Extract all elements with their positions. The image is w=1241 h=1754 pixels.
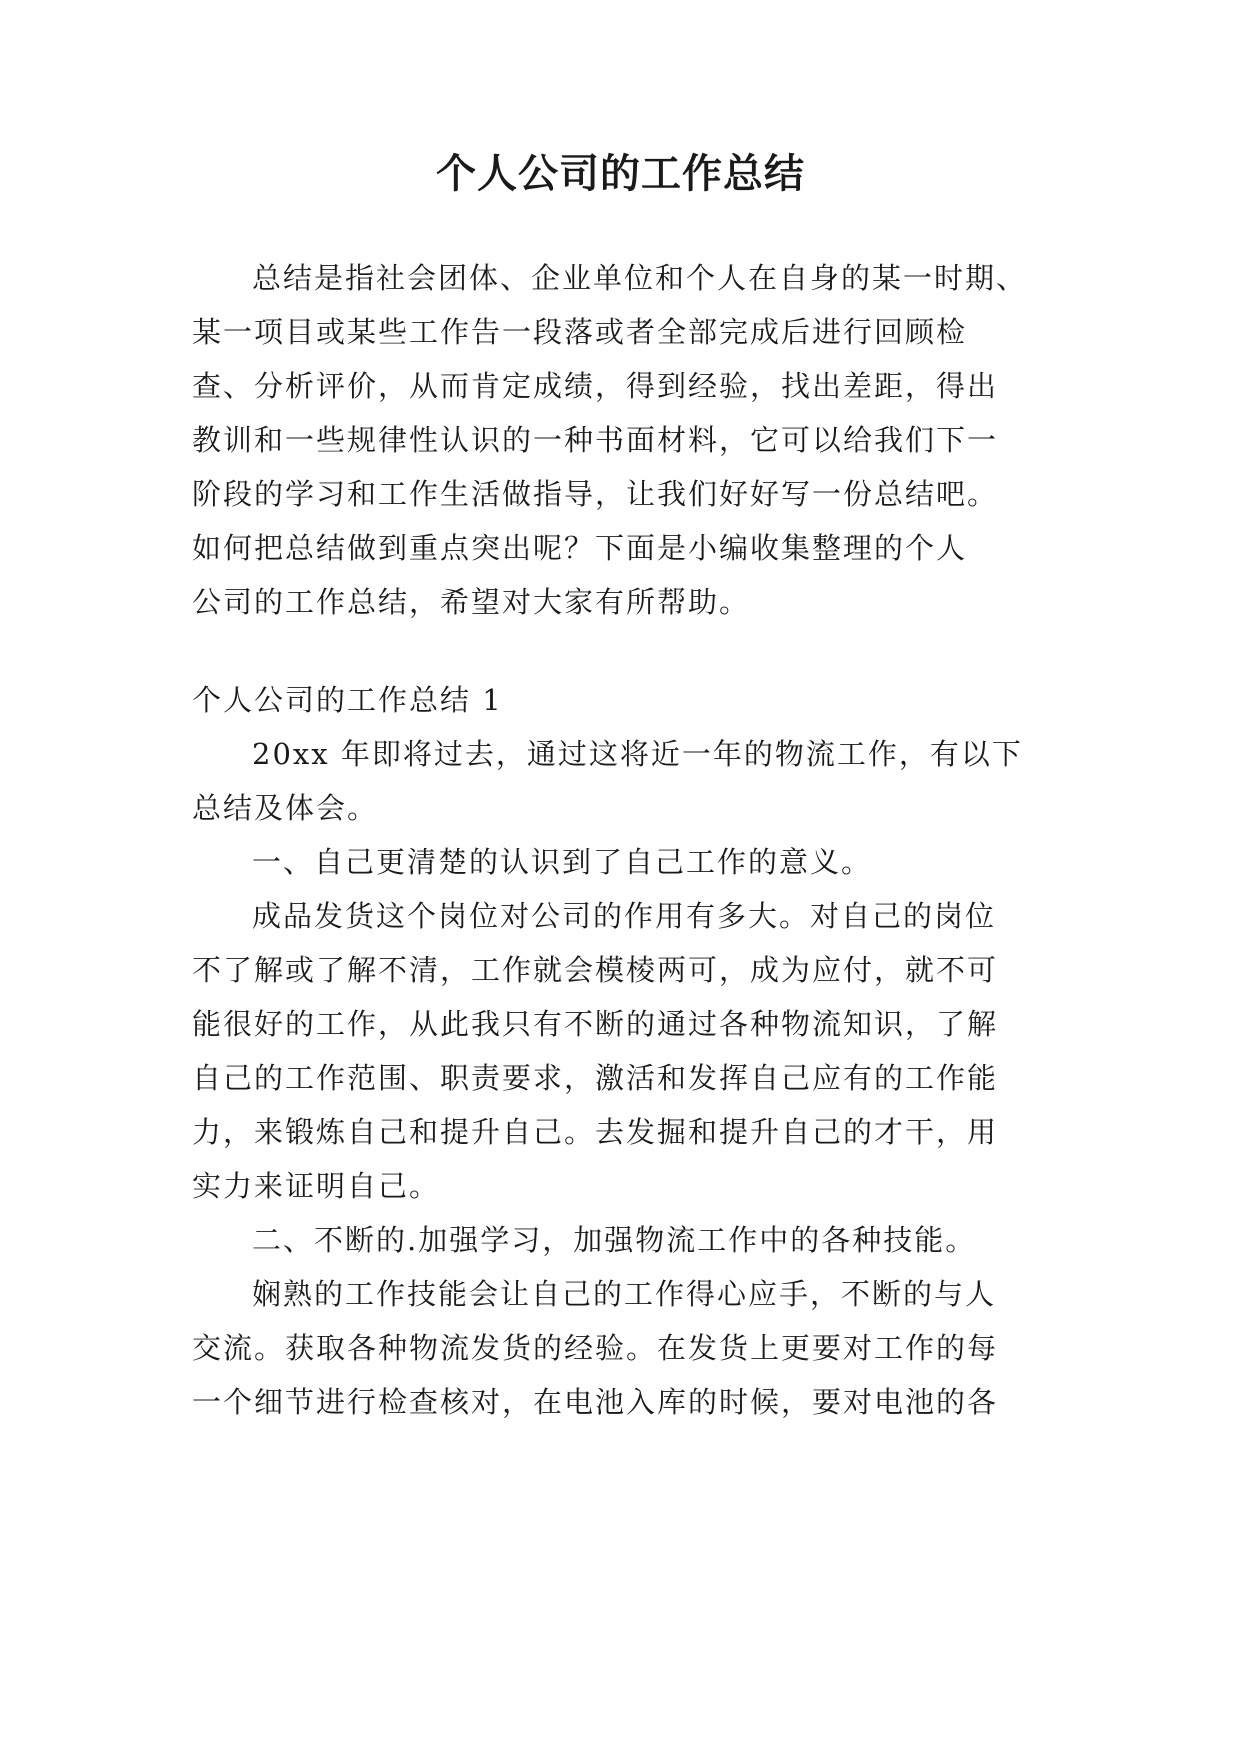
intro-line: 公司的工作总结，希望对大家有所帮助。 — [192, 585, 751, 619]
intro-line: 如何把总结做到重点突出呢？下面是小编收集整理的个人 — [192, 531, 968, 565]
body-line: 总结及体会。 — [192, 791, 379, 825]
body-line: 二、不断的.加强学习，加强物流工作中的各种技能。 — [252, 1223, 977, 1257]
body-line: 娴熟的工作技能会让自己的工作得心应手，不断的与人 — [252, 1277, 997, 1311]
body-line: 自己的工作范围、职责要求，激活和发挥自己应有的工作能 — [192, 1061, 999, 1095]
body-line: 成品发货这个岗位对公司的作用有多大。对自己的岗位 — [252, 899, 997, 933]
intro-line: 某一项目或某些工作告一段落或者全部完成后进行回顾检 — [192, 315, 968, 349]
body-line: 一个细节进行检查核对，在电池入库的时候，要对电池的各 — [192, 1385, 999, 1419]
section-heading: 个人公司的工作总结 1 — [192, 683, 503, 717]
intro-line: 查、分析评价，从而肯定成绩，得到经验，找出差距，得出 — [192, 369, 999, 403]
intro-line: 总结是指社会团体、企业单位和个人在自身的某一时期、 — [252, 261, 1028, 295]
body-line: 实力来证明自己。 — [192, 1169, 441, 1203]
body-line: 能很好的工作，从此我只有不断的通过各种物流知识，了解 — [192, 1007, 999, 1041]
intro-line: 阶段的学习和工作生活做指导，让我们好好写一份总结吧。 — [192, 477, 999, 511]
body-line: 一、自己更清楚的认识到了自己工作的意义。 — [252, 845, 873, 879]
body-line: 不了解或了解不清，工作就会模棱两可，成为应付，就不可 — [192, 953, 999, 987]
body-line: 20xx 年即将过去，通过这将近一年的物流工作，有以下 — [252, 737, 1023, 771]
body-line: 交流。获取各种物流发货的经验。在发货上更要对工作的每 — [192, 1331, 999, 1365]
document-title: 个人公司的工作总结 — [436, 150, 805, 197]
body-line: 力，来锻炼自己和提升自己。去发掘和提升自己的才干，用 — [192, 1115, 999, 1149]
intro-line: 教训和一些规律性认识的一种书面材料，它可以给我们下一 — [192, 423, 999, 457]
